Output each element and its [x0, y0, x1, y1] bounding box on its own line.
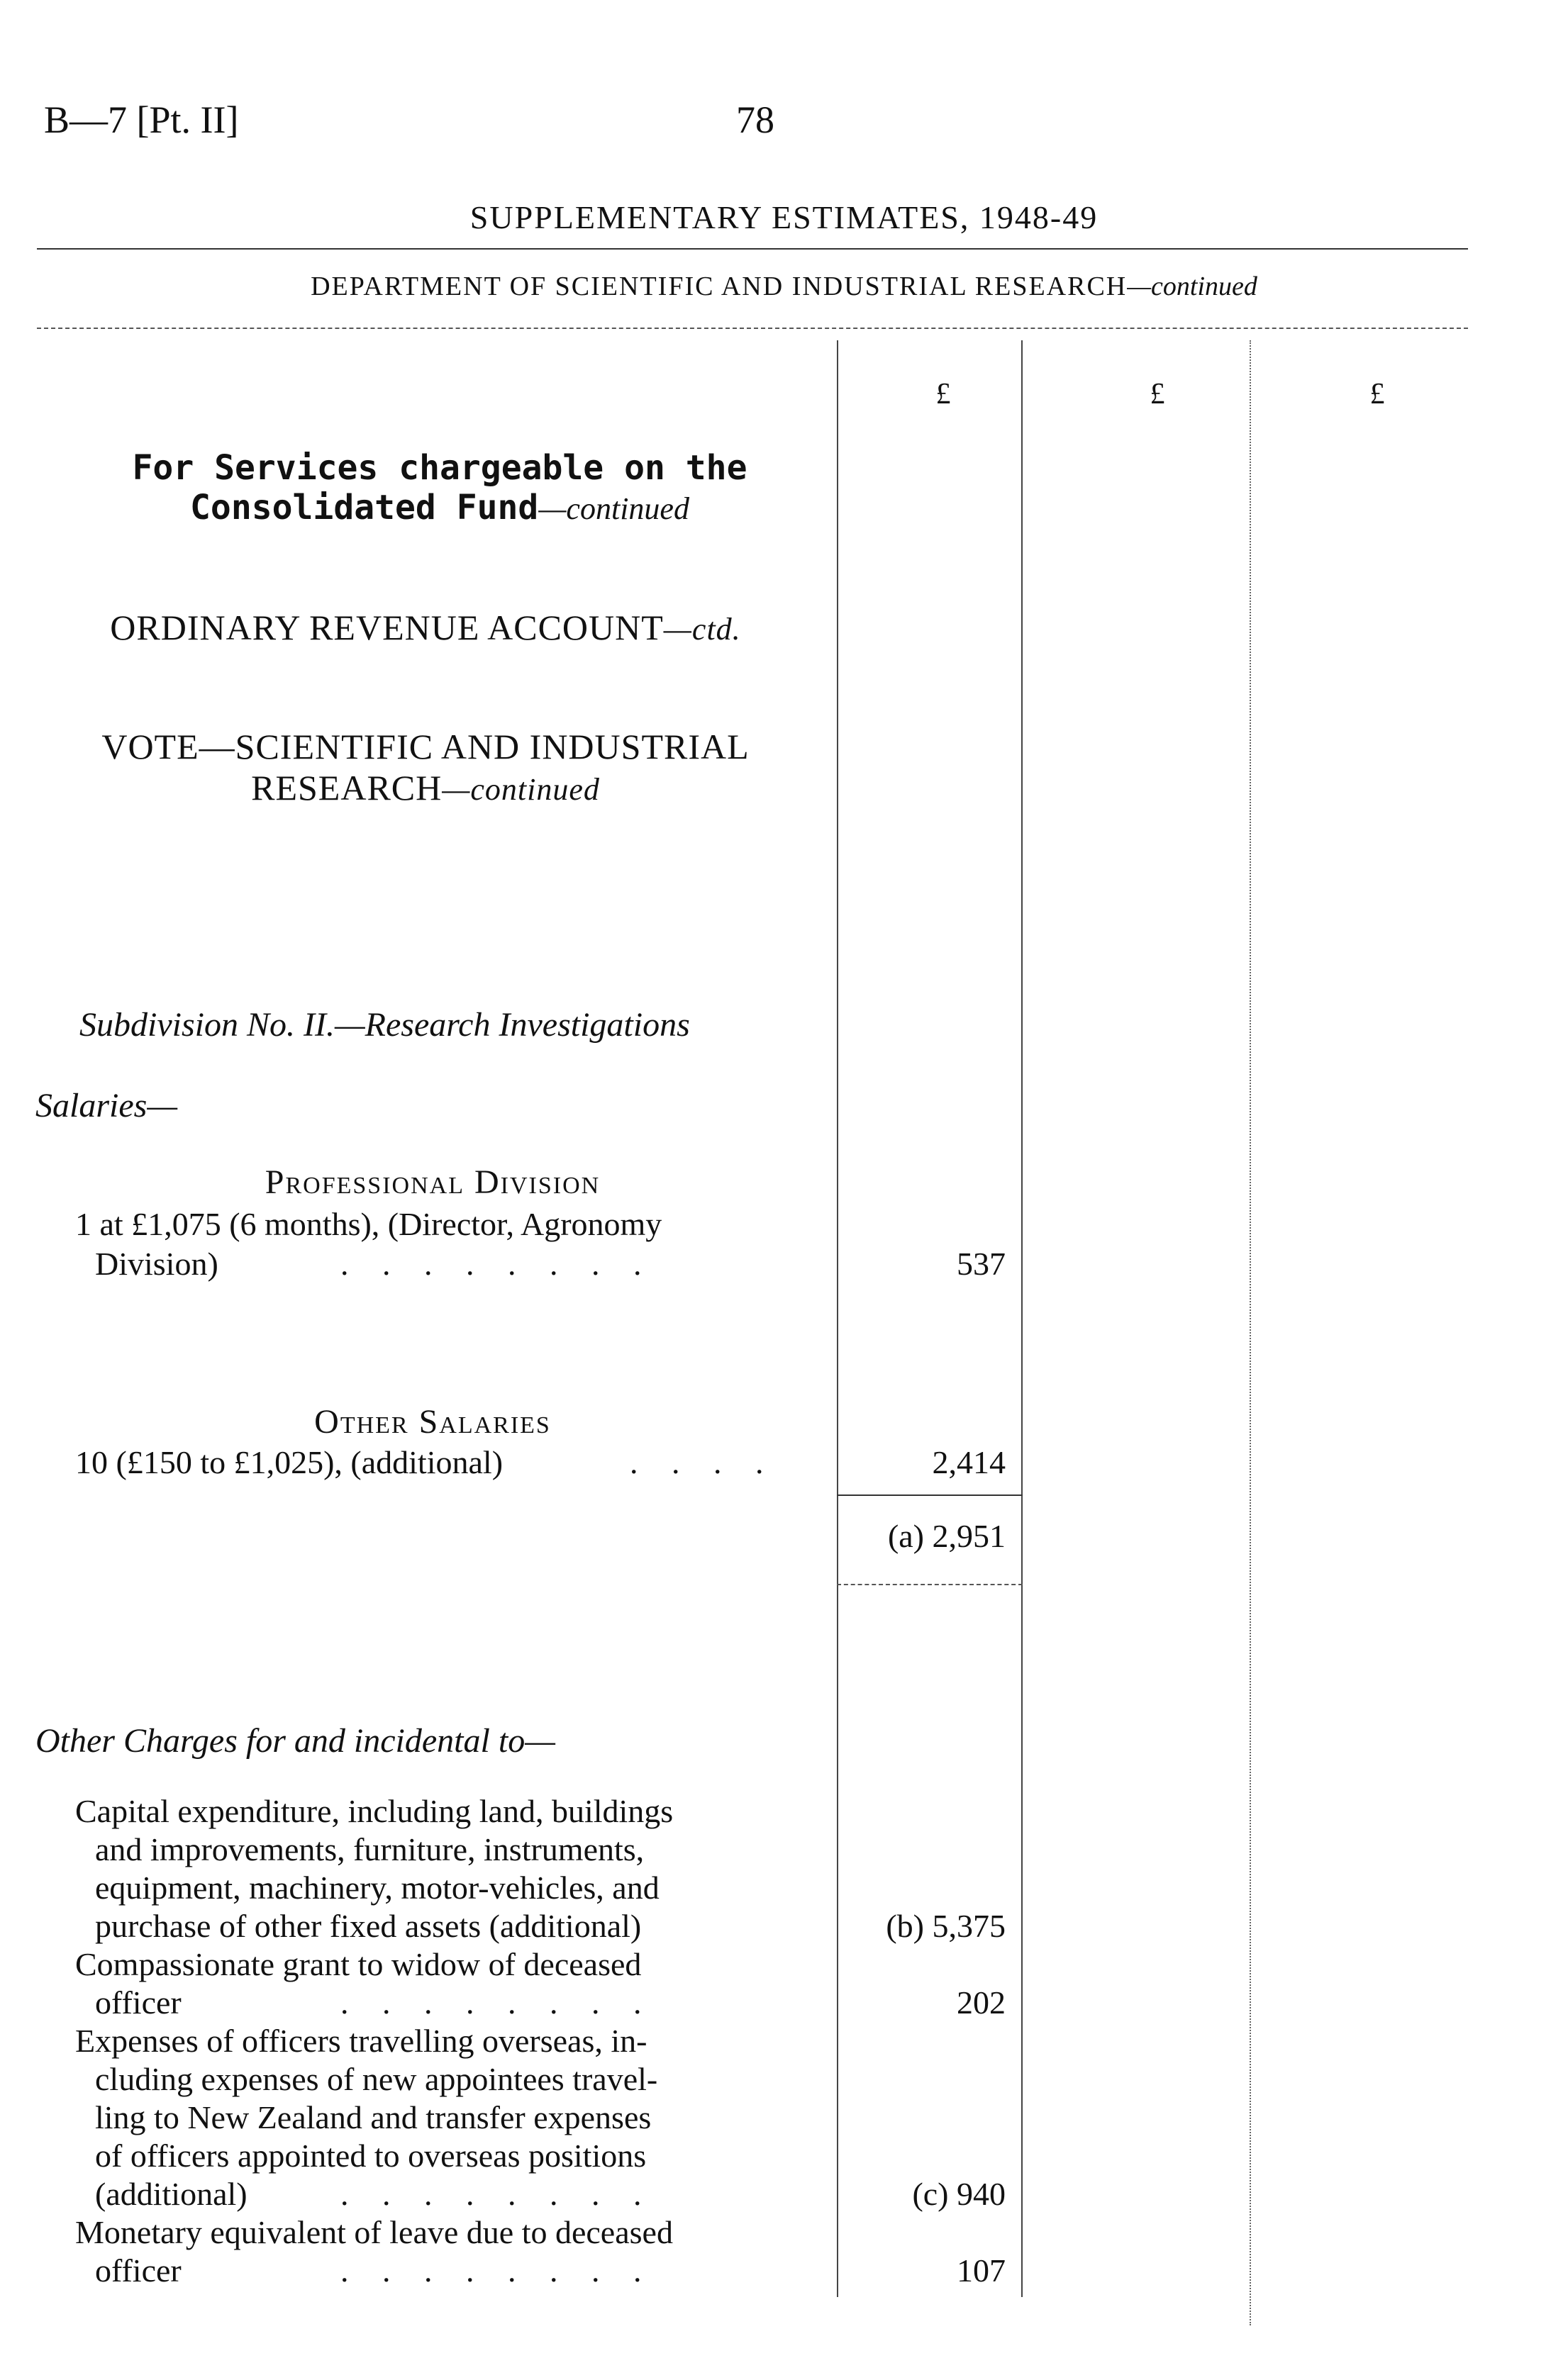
charge-item-capital-line2: and improvements, furniture, instruments, — [95, 1831, 645, 1867]
salaries-heading: Salaries— — [35, 1087, 178, 1124]
account-heading: ORDINARY REVENUE ACCOUNT—ctd. — [110, 608, 741, 647]
other-charges-heading: Other Charges for and incidental to— — [35, 1722, 555, 1760]
professional-line1: 1 at £1,075 (6 months), (Director, Agronomy — [75, 1206, 662, 1242]
other-salaries-leader: . . . . — [630, 1444, 777, 1480]
charge-item-leave-line1: Monetary equivalent of leave due to deceased — [75, 2214, 673, 2250]
professional-amount: 537 — [957, 1246, 1006, 1282]
title-rule — [37, 248, 1468, 250]
charge-item-travel-amount: (c) 940 — [912, 2176, 1006, 2212]
charge-item-compassionate-line2: officer — [95, 1984, 182, 2021]
salaries-total: (a) 2,951 — [887, 1518, 1006, 1554]
subtotal-rule-bottom — [837, 1584, 1023, 1585]
charge-item-compassionate-line1: Compassionate grant to widow of deceased — [75, 1946, 642, 1982]
professional-leader: . . . . . . . . — [340, 1246, 655, 1282]
column-header-3: £ — [1369, 378, 1385, 410]
services-heading-line1: For Services chargeable on the — [132, 448, 747, 488]
department-heading: DEPARTMENT OF SCIENTIFIC AND INDUSTRIAL RESEARCH—continued — [311, 272, 1257, 301]
department-rule — [37, 328, 1468, 329]
other-salaries-line1: 10 (£150 to £1,025), (additional) — [75, 1444, 504, 1480]
charge-item-travel-line5: (additional) — [95, 2176, 248, 2212]
other-salaries-amount: 2,414 — [932, 1444, 1006, 1480]
charge-item-travel-line2: cluding expenses of new appointees travel- — [95, 2061, 658, 2097]
charge-item-travel-line1: Expenses of officers travelling overseas, in- — [75, 2023, 647, 2059]
charge-item-leave-amount: 107 — [957, 2252, 1006, 2289]
charge-item-capital-line3: equipment, machinery, motor-vehicles, and — [95, 1870, 660, 1906]
charge-item-leave-line2: officer — [95, 2252, 182, 2289]
charge-item-leave-leader: . . . . . . . . — [340, 2252, 655, 2289]
column-rule-3 — [1250, 340, 1251, 2325]
column-header-2: £ — [1150, 378, 1165, 410]
vote-heading-line1: VOTE—SCIENTIFIC AND INDUSTRIAL — [101, 727, 750, 766]
charge-item-travel-line4: of officers appointed to overseas positions — [95, 2138, 647, 2174]
page-number: 78 — [736, 99, 774, 141]
document-reference: B—7 [Pt. II] — [44, 99, 239, 141]
charge-item-compassionate-leader: . . . . . . . . — [340, 1984, 655, 2021]
professional-line2: Division) — [95, 1246, 218, 1282]
charge-item-capital-line1: Capital expenditure, including land, buildings — [75, 1793, 674, 1829]
charge-item-travel-leader: . . . . . . . . — [340, 2176, 655, 2212]
page-title: SUPPLEMENTARY ESTIMATES, 1948-49 — [469, 199, 1099, 235]
professional-division-heading: Professional Division — [265, 1163, 601, 1201]
other-salaries-heading: Other Salaries — [314, 1403, 551, 1441]
charge-item-capital-amount: (b) 5,375 — [886, 1908, 1006, 1944]
column-header-1: £ — [935, 378, 951, 410]
charge-item-travel-line3: ling to New Zealand and transfer expenses — [95, 2099, 652, 2135]
subdivision-heading: Subdivision No. II.—Research Investigations — [79, 1006, 690, 1044]
column-rule-2 — [1021, 340, 1023, 2297]
charge-item-compassionate-amount: 202 — [957, 1984, 1006, 2021]
charge-item-capital-line4: purchase of other fixed assets (additional) — [95, 1908, 642, 1944]
services-heading-line2: Consolidated Fund—continued — [190, 488, 689, 527]
vote-heading-line2: RESEARCH—continued — [251, 768, 600, 808]
subtotal-rule-top — [837, 1495, 1023, 1496]
